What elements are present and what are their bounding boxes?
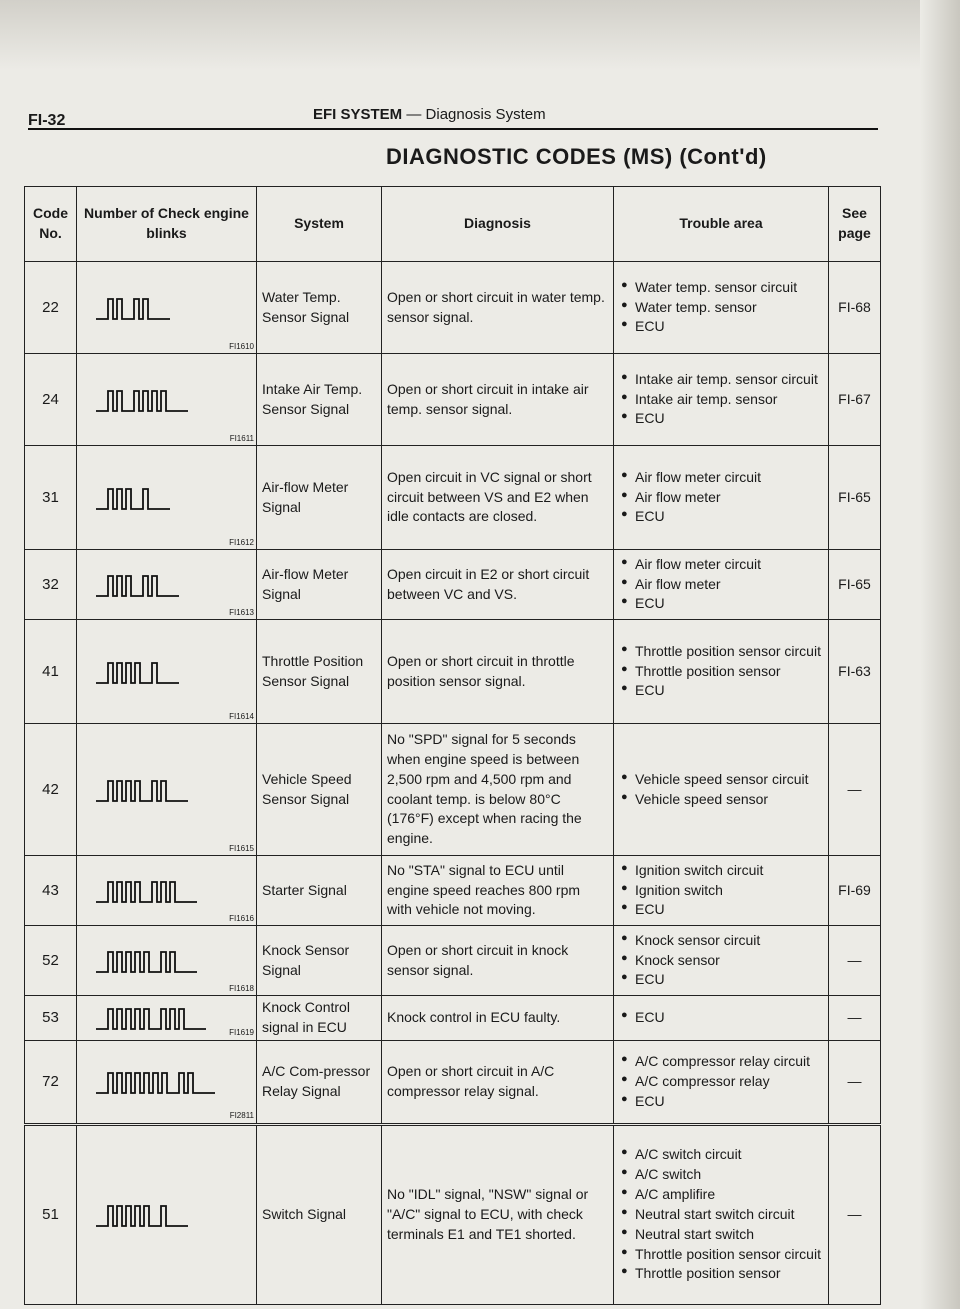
trouble-item: ● Air flow meter [635, 575, 823, 595]
blink-waveform-icon [92, 385, 242, 415]
see-page-cell: — [829, 996, 881, 1041]
trouble-item: ● Knock sensor [635, 951, 823, 971]
figure-id: FI1616 [229, 913, 254, 923]
table-row [25, 446, 881, 550]
see-page-cell: — [829, 1124, 881, 1304]
header-rule [28, 128, 878, 130]
trouble-list [619, 642, 823, 702]
blink-waveform-icon [92, 946, 242, 976]
table-row [25, 620, 881, 724]
trouble-item: ● A/C amplifire [635, 1185, 823, 1205]
blink-cell [77, 446, 257, 550]
diagnosis-cell: No "STA" signal to ECU until engine speed reaches 800 rpm with vehicle not moving. [382, 856, 614, 926]
trouble-item: ● ECU [635, 1008, 823, 1028]
trouble-cell [614, 1124, 829, 1304]
see-page-cell: — [829, 724, 881, 856]
code-cell: 22 [25, 262, 77, 354]
section-subtitle: — Diagnosis System [406, 106, 546, 123]
trouble-item: ● Vehicle speed sensor [635, 790, 823, 810]
trouble-item: ● A/C compressor relay [635, 1072, 823, 1092]
diagnosis-cell: Open or short circuit in throttle position sensor signal. [382, 620, 614, 724]
table-row [25, 262, 881, 354]
blink-cell [77, 1040, 257, 1124]
trouble-item: ● Water temp. sensor circuit [635, 278, 823, 298]
code-cell: 41 [25, 620, 77, 724]
system-cell: Knock Control signal in ECU [257, 996, 382, 1041]
trouble-item: ● ECU [635, 594, 823, 614]
blink-cell [77, 262, 257, 354]
trouble-item: ● ECU [635, 507, 823, 527]
trouble-list [619, 861, 823, 921]
figure-id: FI1612 [229, 537, 254, 547]
header-system: System [257, 187, 382, 262]
trouble-item: ● Air flow meter circuit [635, 468, 823, 488]
see-page-cell: FI-68 [829, 262, 881, 354]
system-cell: Throttle Position Sensor Signal [257, 620, 382, 724]
header-code: Code No. [25, 187, 77, 262]
trouble-item: ● ECU [635, 409, 823, 429]
trouble-list [619, 770, 823, 810]
code-cell: 53 [25, 996, 77, 1041]
trouble-cell [614, 996, 829, 1041]
header-see-page: See page [829, 187, 881, 262]
figure-id: FI1613 [229, 607, 254, 617]
system-cell: Intake Air Temp. Sensor Signal [257, 354, 382, 446]
trouble-list [619, 1008, 823, 1028]
system-cell: Starter Signal [257, 856, 382, 926]
code-cell: 31 [25, 446, 77, 550]
blink-waveform-icon [92, 483, 242, 513]
code-cell: 32 [25, 550, 77, 620]
figure-id: FI2811 [229, 1111, 254, 1121]
section-title [313, 106, 546, 123]
blink-cell [77, 620, 257, 724]
binding-edge [920, 0, 960, 1309]
trouble-item: ● A/C switch circuit [635, 1145, 823, 1165]
code-cell: 52 [25, 926, 77, 996]
trouble-item: ● Intake air temp. sensor circuit [635, 370, 823, 390]
blink-cell [77, 354, 257, 446]
blink-waveform-icon [92, 293, 242, 323]
code-cell: 42 [25, 724, 77, 856]
trouble-cell [614, 926, 829, 996]
trouble-list [619, 468, 823, 528]
blink-cell [77, 1124, 257, 1304]
trouble-cell [614, 262, 829, 354]
figure-id: FI1619 [229, 1028, 254, 1038]
figure-id: FI1615 [229, 843, 254, 853]
figure-id: FI1610 [229, 341, 254, 351]
diagnosis-cell: Open or short circuit in intake air temp. sensor signal. [382, 354, 614, 446]
trouble-cell [614, 354, 829, 446]
trouble-item: ● Air flow meter [635, 488, 823, 508]
figure-id: FI1618 [229, 983, 254, 993]
trouble-item: ● Throttle position sensor [635, 662, 823, 682]
code-cell: 43 [25, 856, 77, 926]
table-row [25, 856, 881, 926]
trouble-list [619, 931, 823, 991]
system-cell: Switch Signal [257, 1124, 382, 1304]
code-cell: 51 [25, 1124, 77, 1304]
blink-cell [77, 926, 257, 996]
trouble-item: ● A/C compressor relay circuit [635, 1052, 823, 1072]
diagnosis-cell: Open or short circuit in water temp. sensor signal. [382, 262, 614, 354]
trouble-item: ● Intake air temp. sensor [635, 390, 823, 410]
trouble-item: ● Vehicle speed sensor circuit [635, 770, 823, 790]
trouble-item: ● Ignition switch [635, 881, 823, 901]
table-row [25, 926, 881, 996]
trouble-cell [614, 856, 829, 926]
trouble-cell [614, 724, 829, 856]
page-header [28, 100, 878, 129]
diagnosis-cell: No "IDL" signal, "NSW" signal or "A/C" signal to ECU, with check terminals E1 and TE1 shorted. [382, 1124, 614, 1304]
blink-waveform-icon [92, 1200, 242, 1230]
page-number: FI-32 [28, 112, 66, 129]
see-page-cell: FI-67 [829, 354, 881, 446]
system-cell: Knock Sensor Signal [257, 926, 382, 996]
diagnosis-cell: Open circuit in VC signal or short circuit between VS and E2 when idle contacts are closed. [382, 446, 614, 550]
blink-waveform-icon [92, 657, 242, 687]
see-page-cell: FI-65 [829, 550, 881, 620]
trouble-item: ● ECU [635, 900, 823, 920]
trouble-cell [614, 620, 829, 724]
diagnosis-cell: Open or short circuit in A/C compressor relay signal. [382, 1040, 614, 1124]
page-title: DIAGNOSTIC CODES (MS) (Cont'd) [386, 144, 767, 169]
system-cell: Vehicle Speed Sensor Signal [257, 724, 382, 856]
trouble-item: ● Air flow meter circuit [635, 555, 823, 575]
system-cell: A/C Com-pressor Relay Signal [257, 1040, 382, 1124]
table-row [25, 354, 881, 446]
diagnostic-codes-table [24, 186, 881, 1305]
trouble-cell [614, 550, 829, 620]
table-row [25, 724, 881, 856]
trouble-list [619, 1145, 823, 1284]
see-page-cell: — [829, 926, 881, 996]
trouble-item: ● ECU [635, 317, 823, 337]
trouble-list [619, 1052, 823, 1112]
trouble-item: ● Ignition switch circuit [635, 861, 823, 881]
diagnosis-cell: Open or short circuit in knock sensor signal. [382, 926, 614, 996]
trouble-item: ● ECU [635, 1092, 823, 1112]
header-blinks: Number of Check engine blinks [77, 187, 257, 262]
header-trouble-area: Trouble area [614, 187, 829, 262]
trouble-item: ● ECU [635, 681, 823, 701]
trouble-item: ● A/C switch [635, 1165, 823, 1185]
diagnosis-cell: Knock control in ECU faulty. [382, 996, 614, 1041]
table-row [25, 550, 881, 620]
see-page-cell: FI-65 [829, 446, 881, 550]
system-cell: Air-flow Meter Signal [257, 550, 382, 620]
diagnosis-cell: Open circuit in E2 or short circuit between VC and VS. [382, 550, 614, 620]
trouble-item: ● Water temp. sensor [635, 298, 823, 318]
table-row [25, 1040, 881, 1124]
blink-waveform-icon [92, 1067, 242, 1097]
system-cell: Air-flow Meter Signal [257, 446, 382, 550]
header-row [25, 187, 881, 262]
blink-cell [77, 724, 257, 856]
trouble-item: ● Neutral start switch [635, 1225, 823, 1245]
trouble-item: ● Knock sensor circuit [635, 931, 823, 951]
trouble-cell [614, 1040, 829, 1124]
header-diagnosis: Diagnosis [382, 187, 614, 262]
diagnosis-cell: No "SPD" signal for 5 seconds when engine speed is between 2,500 rpm and 4,500 rpm and coolant temp. is below 80°C (176°F) except when racing the engine. [382, 724, 614, 856]
table-row [25, 1124, 881, 1304]
section-name: EFI SYSTEM [313, 106, 403, 123]
see-page-cell: FI-69 [829, 856, 881, 926]
figure-id: FI1614 [229, 711, 254, 721]
system-cell: Water Temp. Sensor Signal [257, 262, 382, 354]
trouble-list [619, 370, 823, 430]
code-cell: 24 [25, 354, 77, 446]
trouble-item: ● Throttle position sensor circuit [635, 642, 823, 662]
trouble-item: ● ECU [635, 970, 823, 990]
trouble-item: ● Neutral start switch circuit [635, 1205, 823, 1225]
blink-waveform-icon [92, 570, 242, 600]
see-page-cell: FI-63 [829, 620, 881, 724]
blink-cell [77, 550, 257, 620]
see-page-cell: — [829, 1040, 881, 1124]
blink-waveform-icon [92, 1003, 242, 1033]
trouble-item: ● Throttle position sensor [635, 1264, 823, 1284]
trouble-list [619, 278, 823, 338]
figure-id: FI1611 [229, 433, 254, 443]
blink-cell [77, 996, 257, 1041]
blink-cell [77, 856, 257, 926]
table-row [25, 996, 881, 1041]
trouble-item: ● Throttle position sensor circuit [635, 1245, 823, 1265]
trouble-cell [614, 446, 829, 550]
blink-waveform-icon [92, 775, 242, 805]
trouble-list [619, 555, 823, 615]
blink-waveform-icon [92, 876, 242, 906]
scan-shadow [0, 0, 960, 70]
code-cell: 72 [25, 1040, 77, 1124]
